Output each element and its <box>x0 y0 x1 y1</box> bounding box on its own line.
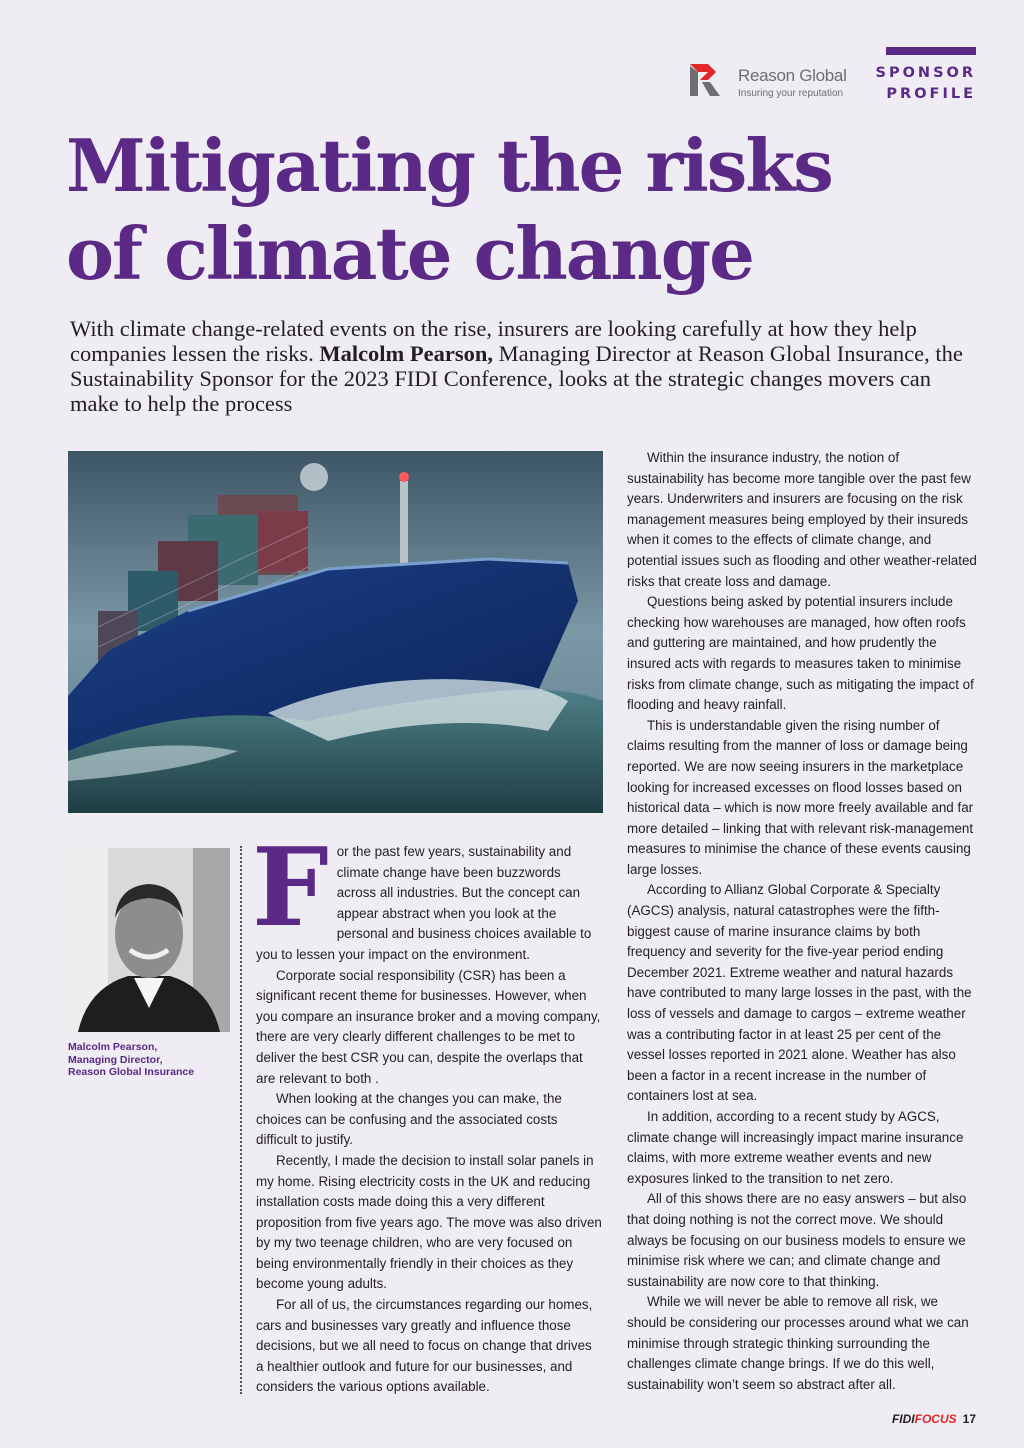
reason-global-logo-icon <box>688 62 724 98</box>
paragraph: In addition, according to a recent study by AGCS, climate change will increasingly impact marine insurance claims, with more extreme weather events and new exposures linked to the transition to net zero. <box>627 1109 964 1186</box>
intro-text-2: Managing Director at Reason Global Insurance, the Sustainability Sponsor for the 2023 FIDI Conference, looks at the strategic changes movers can make to help the process <box>70 341 963 416</box>
logo-tagline: Insuring your reputation <box>738 88 844 99</box>
paragraph-text: or the past few years, sustainability and climate change have been buzzwords across all industries. But the concept can appear abstract when you look at the personal and business choices available to you to lessen your impact on the environment. <box>256 844 592 962</box>
drop-cap: F <box>252 825 329 951</box>
reason-global-logo <box>688 62 858 102</box>
paragraph: When looking at the changes you can make, the choices can be confusing and the associated costs difficult to justify. <box>256 1091 562 1148</box>
container-ship-image <box>68 451 603 813</box>
paragraph: Recently, I made the decision to install solar panels in my home. Rising electricity costs in the UK and reducing installation costs made doing this a very different proposition from five years ago. The move was also driven by my two teenage children, who are very focused on being environmentally friendly in their choices as they become young adults. <box>256 1152 602 1292</box>
sponsor-profile-label <box>870 63 976 105</box>
paragraph: This is understandable given the rising number of claims resulting from the manner of loss or damage being reported. We are now seeing insurers in the marketplace looking for increased excesses on flood losses based on historical data – which is now more freely available and far more detailed – linking that with relevant risk-management measures to minimise the chance of these events causing large losses. <box>627 717 974 877</box>
paragraph: According to Allianz Global Corporate & Specialty (AGCS) analysis, natural catastrophes were the fifth-biggest cause of marine insurance claims by both frequency and severity for the five-year period ending December 2021. Extreme weather and natural hazards have contributed to many large losses in the past, with the loss of vessels and damage to cargos – extreme weather was a contributing factor in at least 25 per cent of the vessel losses reported in 2021 alone. Weather has also been a factor in a recent increase in the number of containers lost at sea. <box>627 882 972 1104</box>
footer-brand-focus: FOCUS <box>914 1412 957 1426</box>
paragraph: Corporate social responsibility (CSR) has been a significant recent theme for businesses. However, when you compare an insurance broker and a moving company, there are very clearly different challenges to be met to deliver the best CSR you can, despite the overlaps that are relevant to both . <box>256 967 601 1086</box>
paragraph: All of this shows there are no easy answers – but also that doing nothing is not the correct move. We should always be focusing on our business models to ensure we minimise risk where we can; and climate change and sustainability are now core to that thinking. <box>627 1191 967 1289</box>
article-title <box>66 122 966 298</box>
paragraph: Within the insurance industry, the notion of sustainability has become more tangible over the past few years. Underwriters and insurers are focusing on the risk management measures being employed by their insureds when it comes to the effects of climate change, and potential issues such as flooding and other weather-related risks that create loss and damage. <box>627 450 977 589</box>
intro-author: Malcolm Pearson, <box>319 341 494 366</box>
title-line-2: of climate change <box>66 211 753 296</box>
body-column-1 <box>252 825 602 1398</box>
body-column-2 <box>627 448 977 1395</box>
page-footer <box>892 1412 976 1426</box>
paragraph: While we will never be able to remove all risk, we should be considering our processes around what we can minimise through strategic thinking surrounding the challenges climate change brings. If we do this well, sustainability won’t seem so abstract after all. <box>627 1294 969 1392</box>
paragraph: For all of us, the circumstances regarding our homes, cars and businesses vary greatly and influence those decisions, but we all need to focus on change that drives a healthier outlook and future for our businesses, and considers the various options available. <box>256 1297 593 1395</box>
column-divider <box>240 846 242 1394</box>
sponsor-bar <box>886 47 976 55</box>
title-line-1: Mitigating the risks <box>66 123 832 208</box>
page-number: 17 <box>962 1412 976 1426</box>
paragraph: Questions being asked by potential insurers include checking how warehouses are managed, how often roofs and guttering are maintained, and how prudently the insured acts with regards to measures taken to minimise risks from climate change, such as mitigating the impact of flooding and heavy rainfall. <box>627 594 974 713</box>
paragraph <box>252 825 602 966</box>
sponsor-label-line2: PROFILE <box>886 86 976 102</box>
author-portrait <box>68 848 230 1032</box>
caption-line-1: Malcolm Pearson, <box>68 1041 158 1053</box>
intro-text-1: With climate change-related events on the rise, insurers are looking carefully at how they help companies lessen the risks. <box>70 316 917 366</box>
caption-line-2: Managing Director, <box>68 1053 163 1066</box>
sponsor-label-line1: SPONSOR <box>875 65 976 81</box>
footer-brand-fidi: FIDI <box>891 1412 915 1426</box>
logo-name: Reason Global <box>738 66 847 85</box>
portrait-caption <box>68 1041 233 1079</box>
article-standfirst <box>70 316 980 416</box>
caption-line-3: Reason Global Insurance <box>68 1066 195 1078</box>
